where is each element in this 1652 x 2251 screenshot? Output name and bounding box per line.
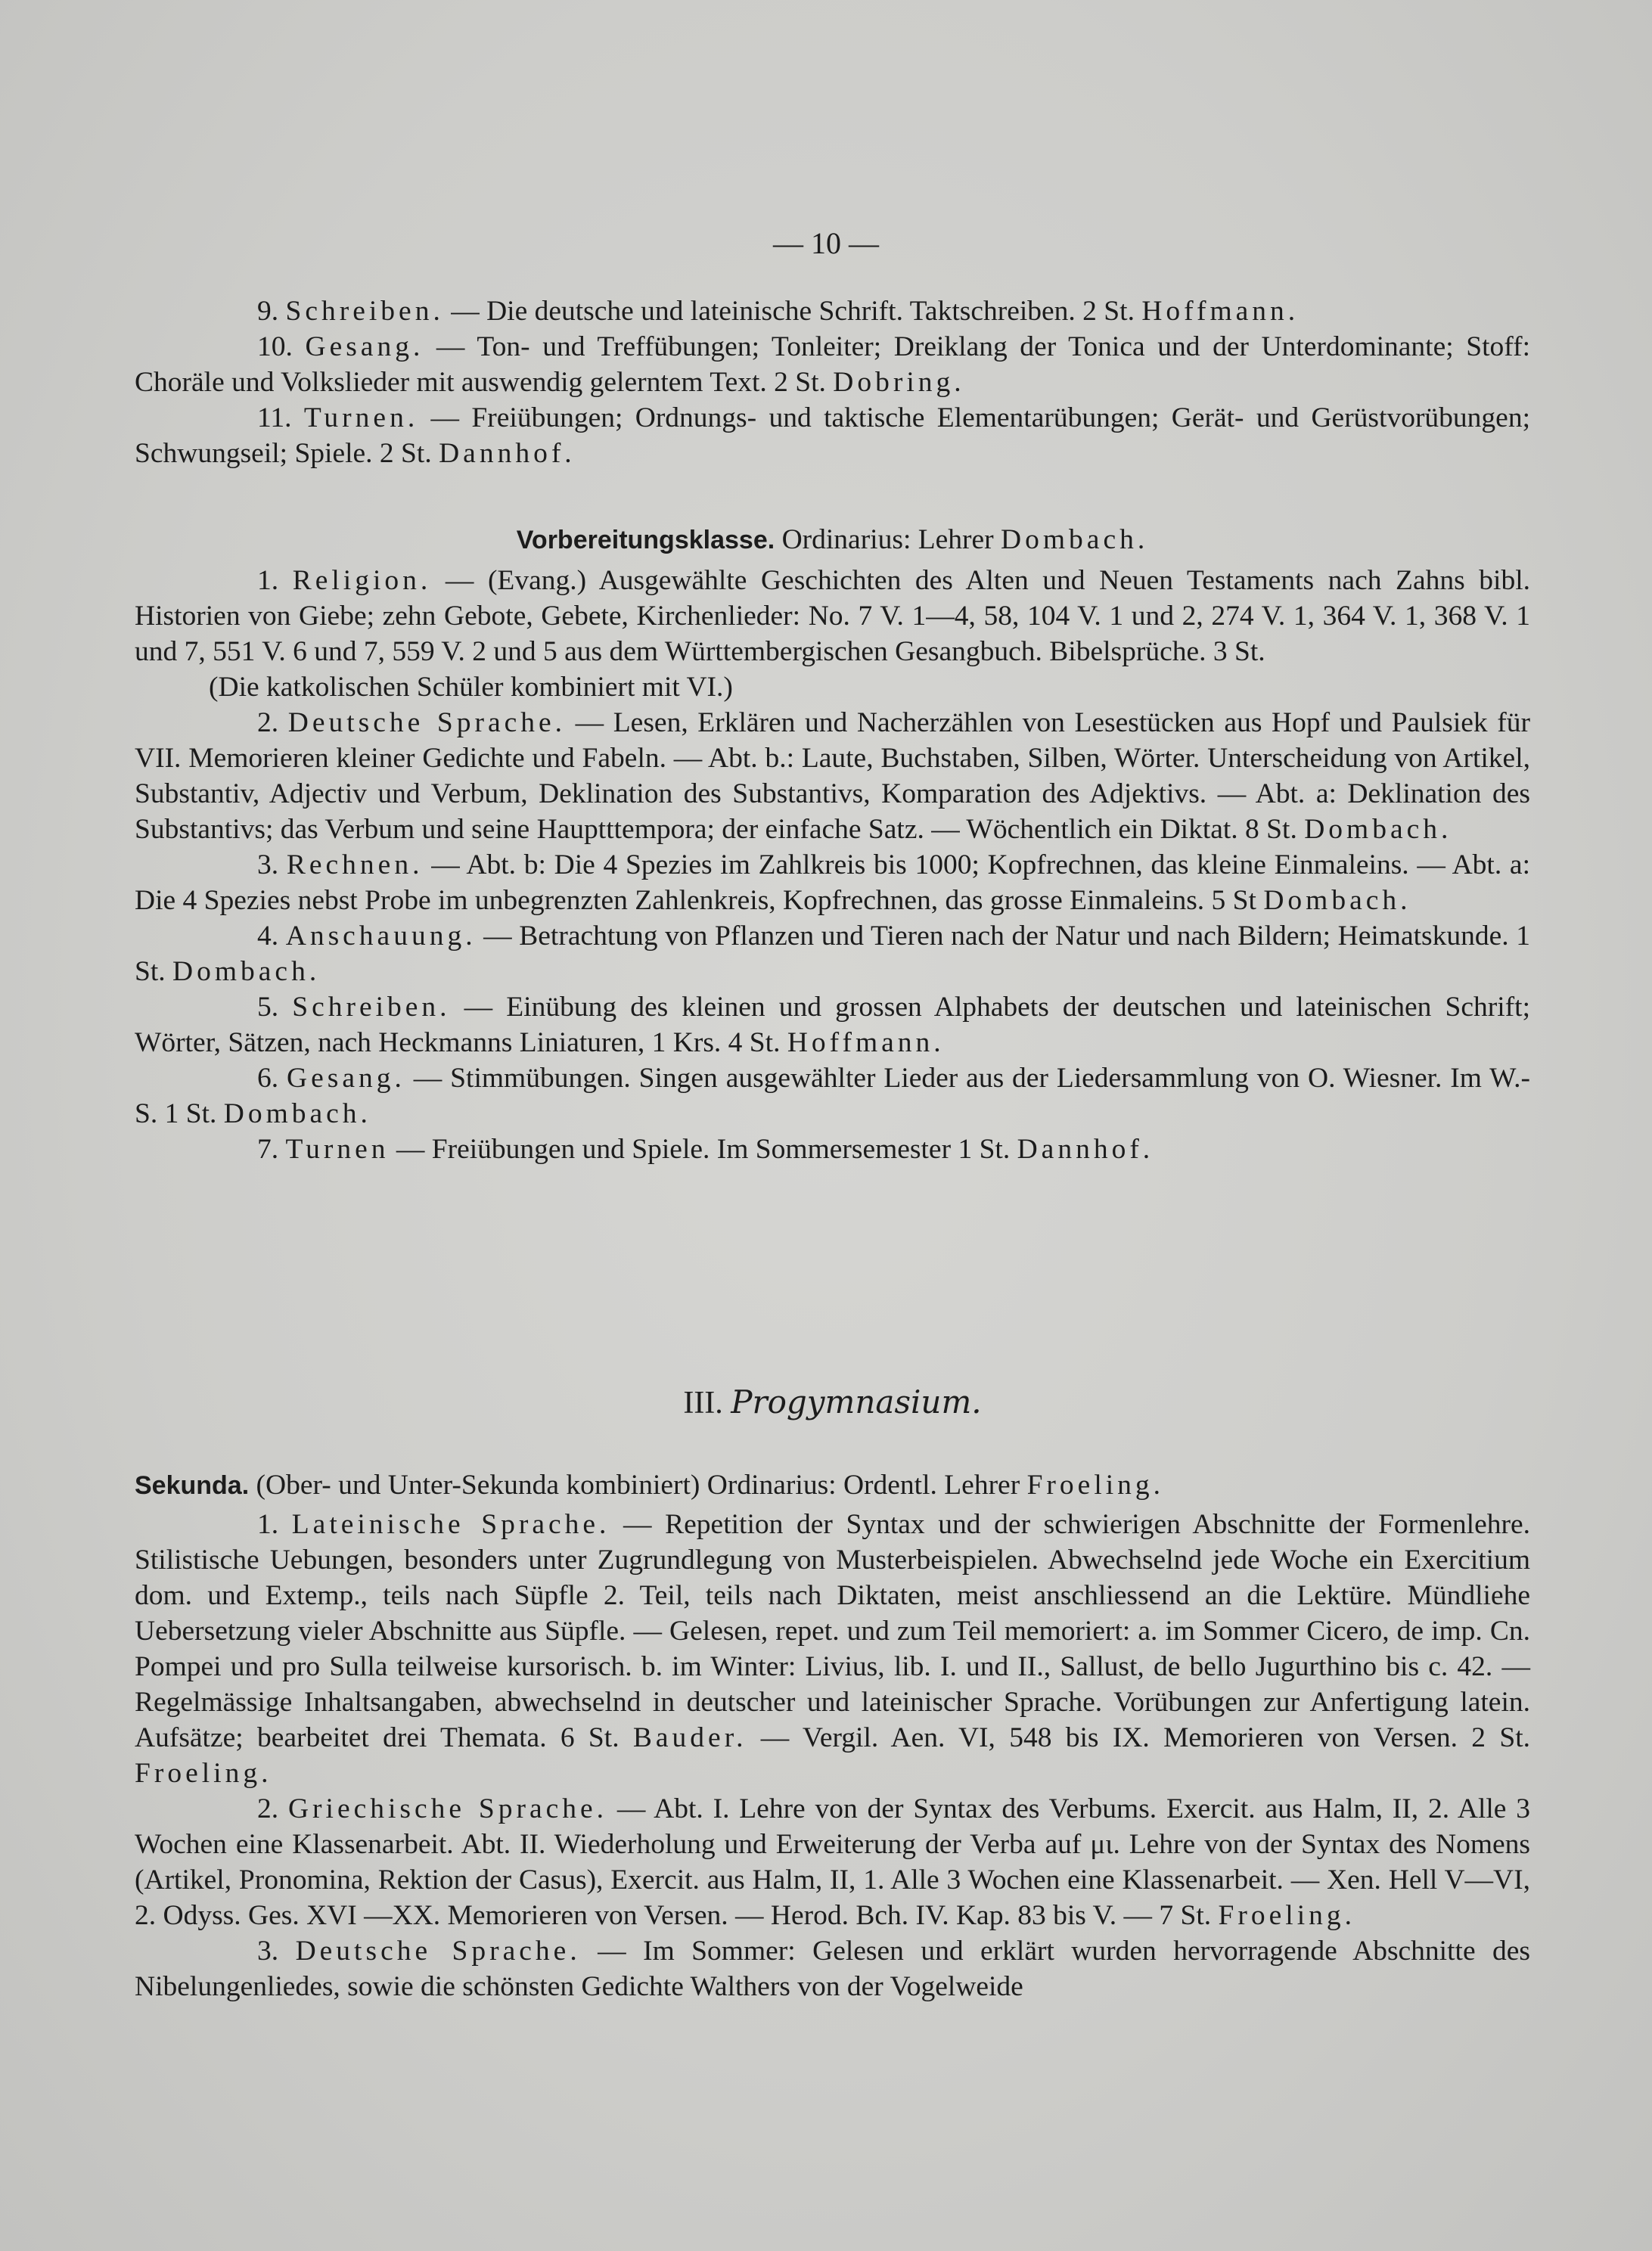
- page-number: — 10 —: [773, 226, 879, 260]
- list-item: 5. Schreiben. — Einübung des kleinen und grossen Alphabets der deutschen und lateinischen Schrift; Wörter, Sätzen, nach Heckmanns Liniaturen, 1 Krs. 4 St. Hoffmann.: [135, 992, 1530, 1058]
- list-item: 1. Lateinische Sprache. — Repetition der Syntax und der schwierigen Abschnitte der Formenlehre. Stilistische Uebungen, besonders unter Zugrundlegung von Musterbeispielen. Abwechselnd jede Woche ein Exercitium dom. und Extemp., teils nach Süpfle 2. Teil, teils nach Diktaten, meist anschliessend an die Lektüre. Mündliehe Uebersetzung vieler Abschnitte aus Süpfle. — Gelesen, repet. und zum Teil memoriert: a. im Sommer Cicero, de imp. Cn. Pompei und pro Sulla teilweise kursorisch. b. im Winter: Livius, lib. I. und II., Sallust, de bello Jugurthino bis c. 42. — Regelmässige Inhaltsangaben, abwechselnd in deutscher und lateinischer Sprache. Vorübungen zur Anfertigung latein. Aufsätze; bearbeitet drei Themata. 6 St. Bauder. — Vergil. Aen. VI, 548 bis IX. Memorieren von Versen. 2 St. Froeling.: [135, 1509, 1531, 1789]
- section-heading: Sekunda. (Ober- und Unter-Sekunda kombiniert) Ordinarius: Ordentl. Lehrer Froeling.: [135, 1470, 1165, 1501]
- vorbereitung-section: [135, 522, 1530, 1167]
- list-item: 11. Turnen. — Freiübungen; Ordnungs- und taktische Elementarübungen; Gerät- und Gerüstvorübungen; Schwungseil; Spiele. 2 St. Dannhof.: [135, 402, 1530, 469]
- list-item: 1. Religion. — (Evang.) Ausgewählte Geschichten des Alten und Neuen Testaments nach Zahns bibl. Historien von Giebe; zehn Gebote, Gebete, Kirchenlieder: No. 7 V. 1—4, 58, 104 V. 1 und 2, 274 V. 1, 364 V. 1, 368 V. 1 und 7, 551 V. 6 und 7, 559 V. 2 und 5 aus dem Württembergischen Gesangbuch. Bibelsprüche. 3 St.: [135, 565, 1530, 667]
- list-item: 4. Anschauung. — Betrachtung von Pflanzen und Tieren nach der Natur und nach Bildern; Heimatskunde. 1 St. Dombach.: [135, 921, 1531, 987]
- list-item: 3. Deutsche Sprache. — Im Sommer: Gelesen und erklärt wurden hervorragende Abschnitte des Nibelungenliedes, sowie die schönsten Gedichte Walthers von der Vogelweide: [135, 1936, 1531, 2002]
- list-item: 2. Griechische Sprache. — Abt. I. Lehre von der Syntax des Verbums. Exercit. aus Halm, II, 2. Alle 3 Wochen eine Klassenarbeit. Abt. II. Wiederholung und Erweiterung der Verba auf μι. Lehre von der Syntax des Nomens (Artikel, Pronomina, Rektion der Casus), Exercit. aus Halm, II, 1. Alle 3 Wochen eine Klassenarbeit. — Xen. Hell V—VI, 2. Odyss. Ges. XVI —XX. Memorieren von Versen. — Herod. Bch. IV. Kap. 83 bis V. — 7 St. Froeling.: [135, 1793, 1531, 1931]
- list-item: (Die katkolischen Schüler kombiniert mit VI.): [209, 672, 733, 703]
- list-item: 9. Schreiben. — Die deutsche und lateinische Schrift. Taktschreiben. 2 St. Hoffmann.: [257, 296, 1300, 327]
- list-item: 10. Gesang. — Ton- und Treffübungen; Tonleiter; Dreiklang der Tonica und der Unterdominante; Stoff: Choräle und Volkslieder mit auswendig gelerntem Text. 2 St. Dobring.: [135, 331, 1530, 398]
- list-item: 7. Turnen — Freiübungen und Spiele. Im Sommersemester 1 St. Dannhof.: [257, 1134, 1154, 1165]
- sekunda-section: [135, 1467, 1530, 2004]
- list-item: 2. Deutsche Sprache. — Lesen, Erklären und Nacherzählen von Lesestücken aus Hopf und Paulsiek für VII. Memorieren kleiner Gedichte und Fabeln. — Abt. b.: Laute, Buchstaben, Silben, Wörter. Unterscheidung von Artikel, Substantiv, Adjectiv und Verbum, Deklination des Substantivs, Komparation des Adjektivs. — Abt. a: Deklination des Substantivs; das Verbum und seine Hauptttempora; der einfache Satz. — Wöchentlich ein Diktat. 8 St. Dombach.: [135, 707, 1530, 845]
- upper-section: [135, 293, 1530, 471]
- list-item: 3. Rechnen. — Abt. b: Die 4 Spezies im Zahlkreis bis 1000; Kopfrechnen, das kleine Einmaleins. — Abt. a: Die 4 Spezies nebst Probe im unbegrenzten Zahlenkreis, Kopfrechnen, das grosse Einmaleins. 5 St Dombach.: [135, 849, 1530, 916]
- list-item: 6. Gesang. — Stimmübungen. Singen ausgewählter Lieder aus der Liedersammlung von O. Wiesner. Im W.-S. 1 St. Dombach.: [135, 1063, 1530, 1129]
- section-title: III. Progymnasium.: [683, 1383, 982, 1420]
- section-heading: Vorbereitungsklasse. Ordinarius: Lehrer Dombach.: [516, 524, 1149, 555]
